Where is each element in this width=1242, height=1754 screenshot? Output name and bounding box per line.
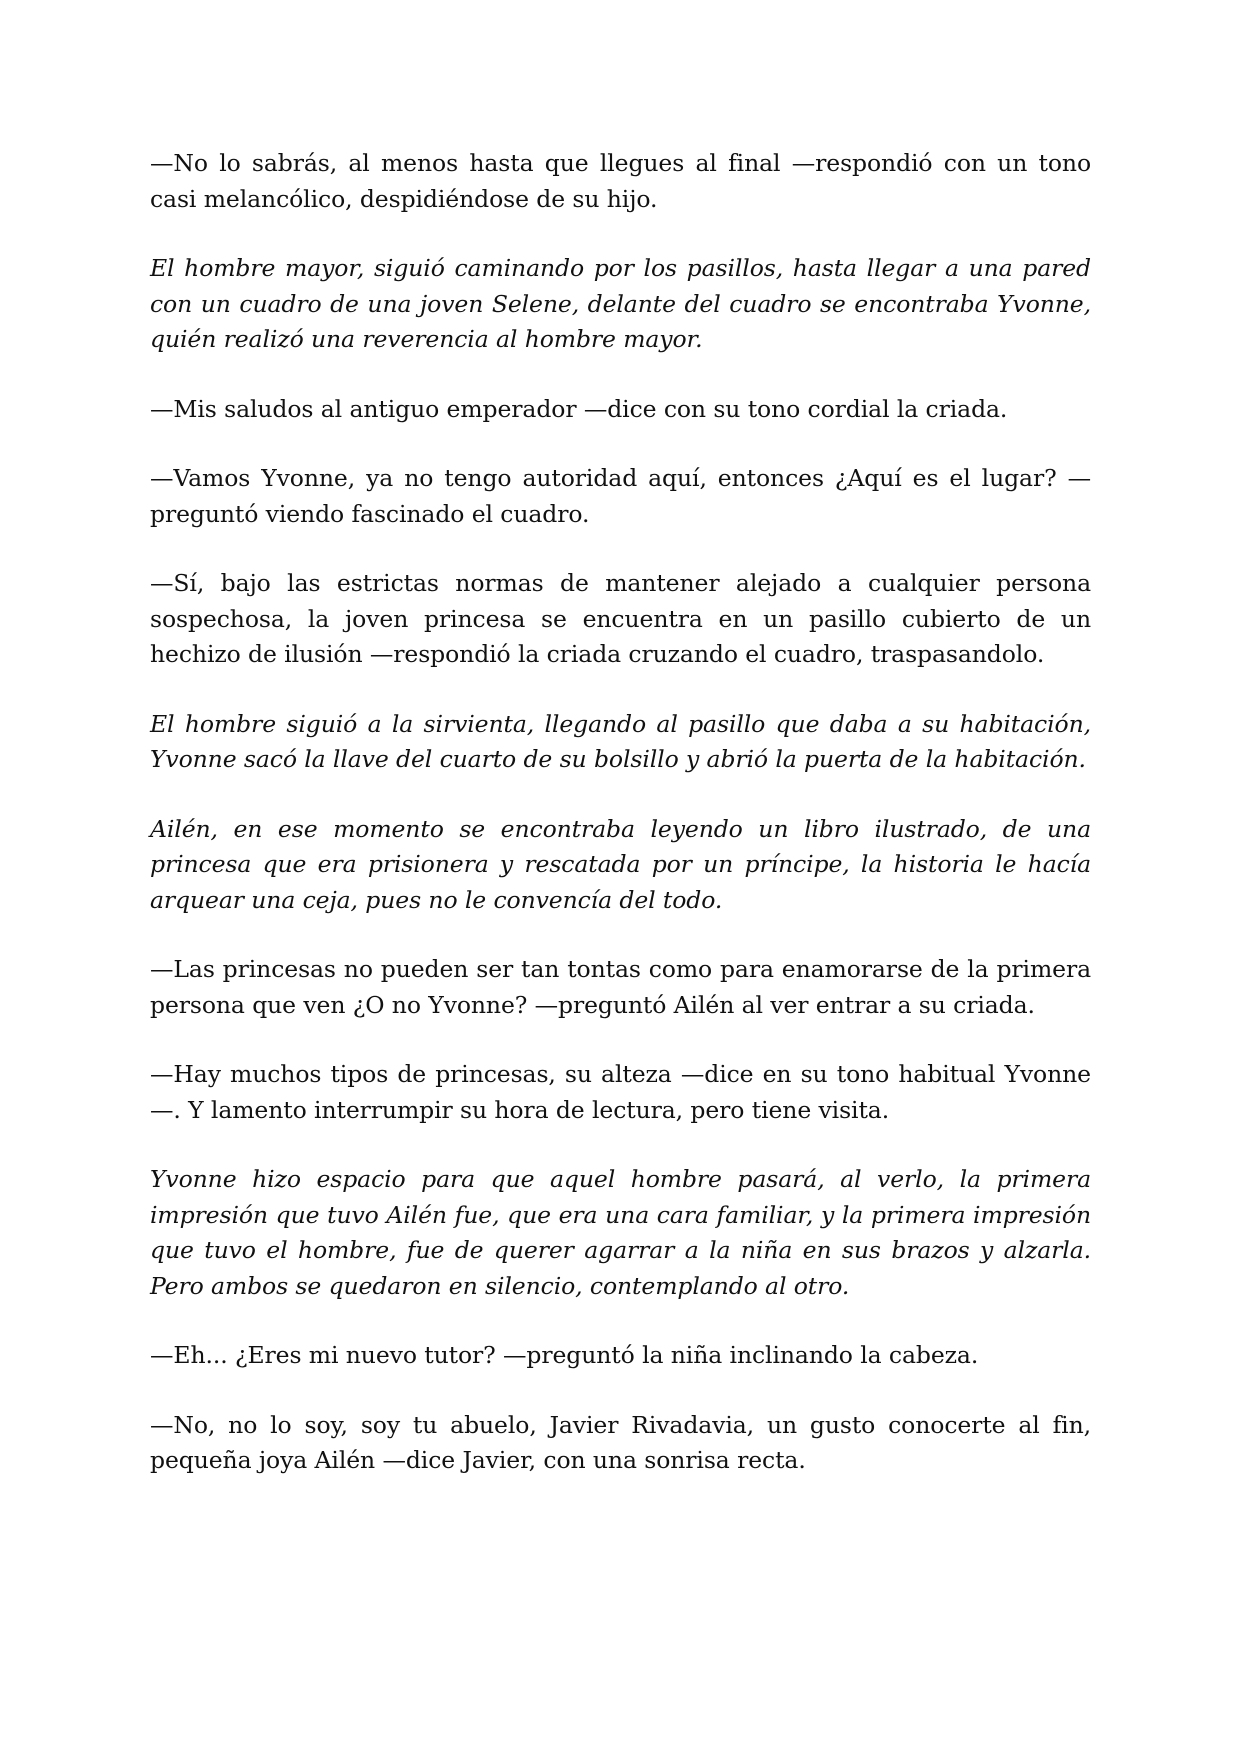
paragraph: —Vamos Yvonne, ya no tengo autoridad aquí, entonces ¿Aquí es el lugar? —preguntó viendo fascinado el cuadro.: [150, 464, 1091, 528]
narration-paragraph: El hombre mayor, siguió caminando por los pasillos, hasta llegar a una pared con un cuadro de una joven Selene, delante del cuadro se encontraba Yvonne, quién realizó una reverencia al hombre mayor.: [150, 254, 1091, 353]
paragraph: —No, no lo soy, soy tu abuelo, Javier Rivadavia, un gusto conocerte al fin, pequeña joya Ailén —dice Javier, con una sonrisa recta.: [150, 1410, 1091, 1474]
paragraph: —Sí, bajo las estrictas normas de mantener alejado a cualquier persona sospechosa, la joven princesa se encuentra en un pasillo cubierto de un hechizo de ilusión —respondió la criada cruzando el cuadro, traspasandolo.: [150, 569, 1091, 668]
paragraph: —Mis saludos al antiguo emperador —dice con su tono cordial la criada.: [150, 394, 1008, 423]
narration-paragraph: El hombre siguió a la sirvienta, llegando al pasillo que daba a su habitación, Yvonne sacó la llave del cuarto de su bolsillo y abrió la puerta de la habitación.: [150, 709, 1091, 773]
narration-paragraph: Yvonne hizo espacio para que aquel hombre pasará, al verlo, la primera impresión que tuvo Ailén fue, que era una cara familiar, y la primera impresión que tuvo el hombre, fue de querer agarrar a la niña en sus brazos y alzarla. Pero ambos se quedaron en silencio, contemplando al otro.: [150, 1165, 1091, 1300]
document-page: [150, 146, 1091, 1513]
paragraph: —Hay muchos tipos de princesas, su alteza —dice en su tono habitual Yvonne —. Y lamento interrumpir su hora de lectura, pero tiene visita.: [150, 1060, 1091, 1124]
paragraph: —Eh... ¿Eres mi nuevo tutor? —preguntó la niña inclinando la cabeza.: [150, 1341, 979, 1369]
paragraph: —Las princesas no pueden ser tan tontas como para enamorarse de la primera persona que ven ¿O no Yvonne? —preguntó Ailén al ver entrar a su criada.: [150, 955, 1091, 1019]
paragraph: —No lo sabrás, al menos hasta que llegues al final —respondió con un tono casi melancólico, despidiéndose de su hijo.: [150, 149, 1091, 213]
narration-paragraph: Ailén, en ese momento se encontraba leyendo un libro ilustrado, de una princesa que era prisionera y rescatada por un príncipe, la historia le hacía arquear una ceja, pues no le convencía del todo.: [150, 814, 1091, 914]
